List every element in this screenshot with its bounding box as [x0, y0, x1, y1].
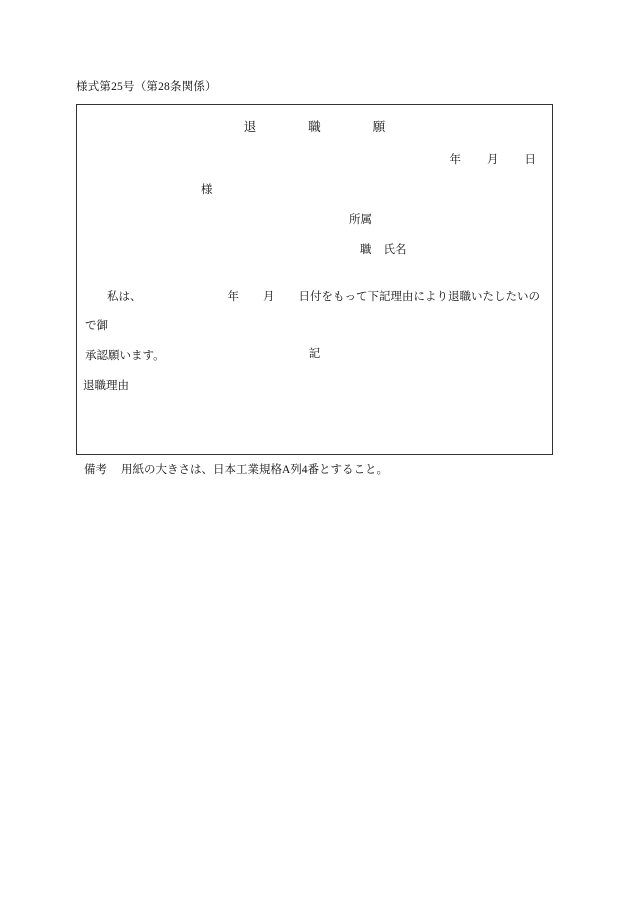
remark-note — [84, 461, 388, 477]
name-label: 氏名 — [383, 244, 407, 256]
date-month-label: 月 — [487, 154, 499, 166]
body-lead-text: 私は、 — [107, 291, 142, 303]
addressee-label: 様 — [201, 184, 213, 196]
remark-label: 備考 — [84, 464, 107, 476]
title-char-2: 職 — [308, 120, 321, 134]
date-field-line — [450, 151, 537, 167]
body-month-label: 月 — [263, 291, 275, 303]
ki-mark-label: 記 — [308, 348, 321, 360]
name-field-line — [360, 241, 407, 257]
date-year-label: 年 — [449, 154, 461, 166]
title-char-1: 退 — [243, 120, 257, 134]
body-tail-text: 日付をもって下記理由により退職いたしたいので御 — [85, 291, 540, 333]
title-char-3: 願 — [372, 120, 386, 134]
remark-text: 用紙の大きさは、日本工業規格A列4番とすること。 — [121, 464, 389, 476]
resignation-reason-label: 退職理由 — [83, 380, 129, 392]
position-label: 職 — [360, 244, 372, 256]
date-day-label: 日 — [524, 154, 536, 166]
document-title — [77, 117, 552, 135]
body-year-label: 年 — [227, 291, 239, 303]
body-second-line: 承認願います。 — [85, 349, 165, 362]
form-number-label: 様式第25号（第28条関係） — [76, 81, 217, 93]
form-body-box — [76, 104, 553, 455]
affiliation-label: 所属 — [349, 214, 372, 226]
